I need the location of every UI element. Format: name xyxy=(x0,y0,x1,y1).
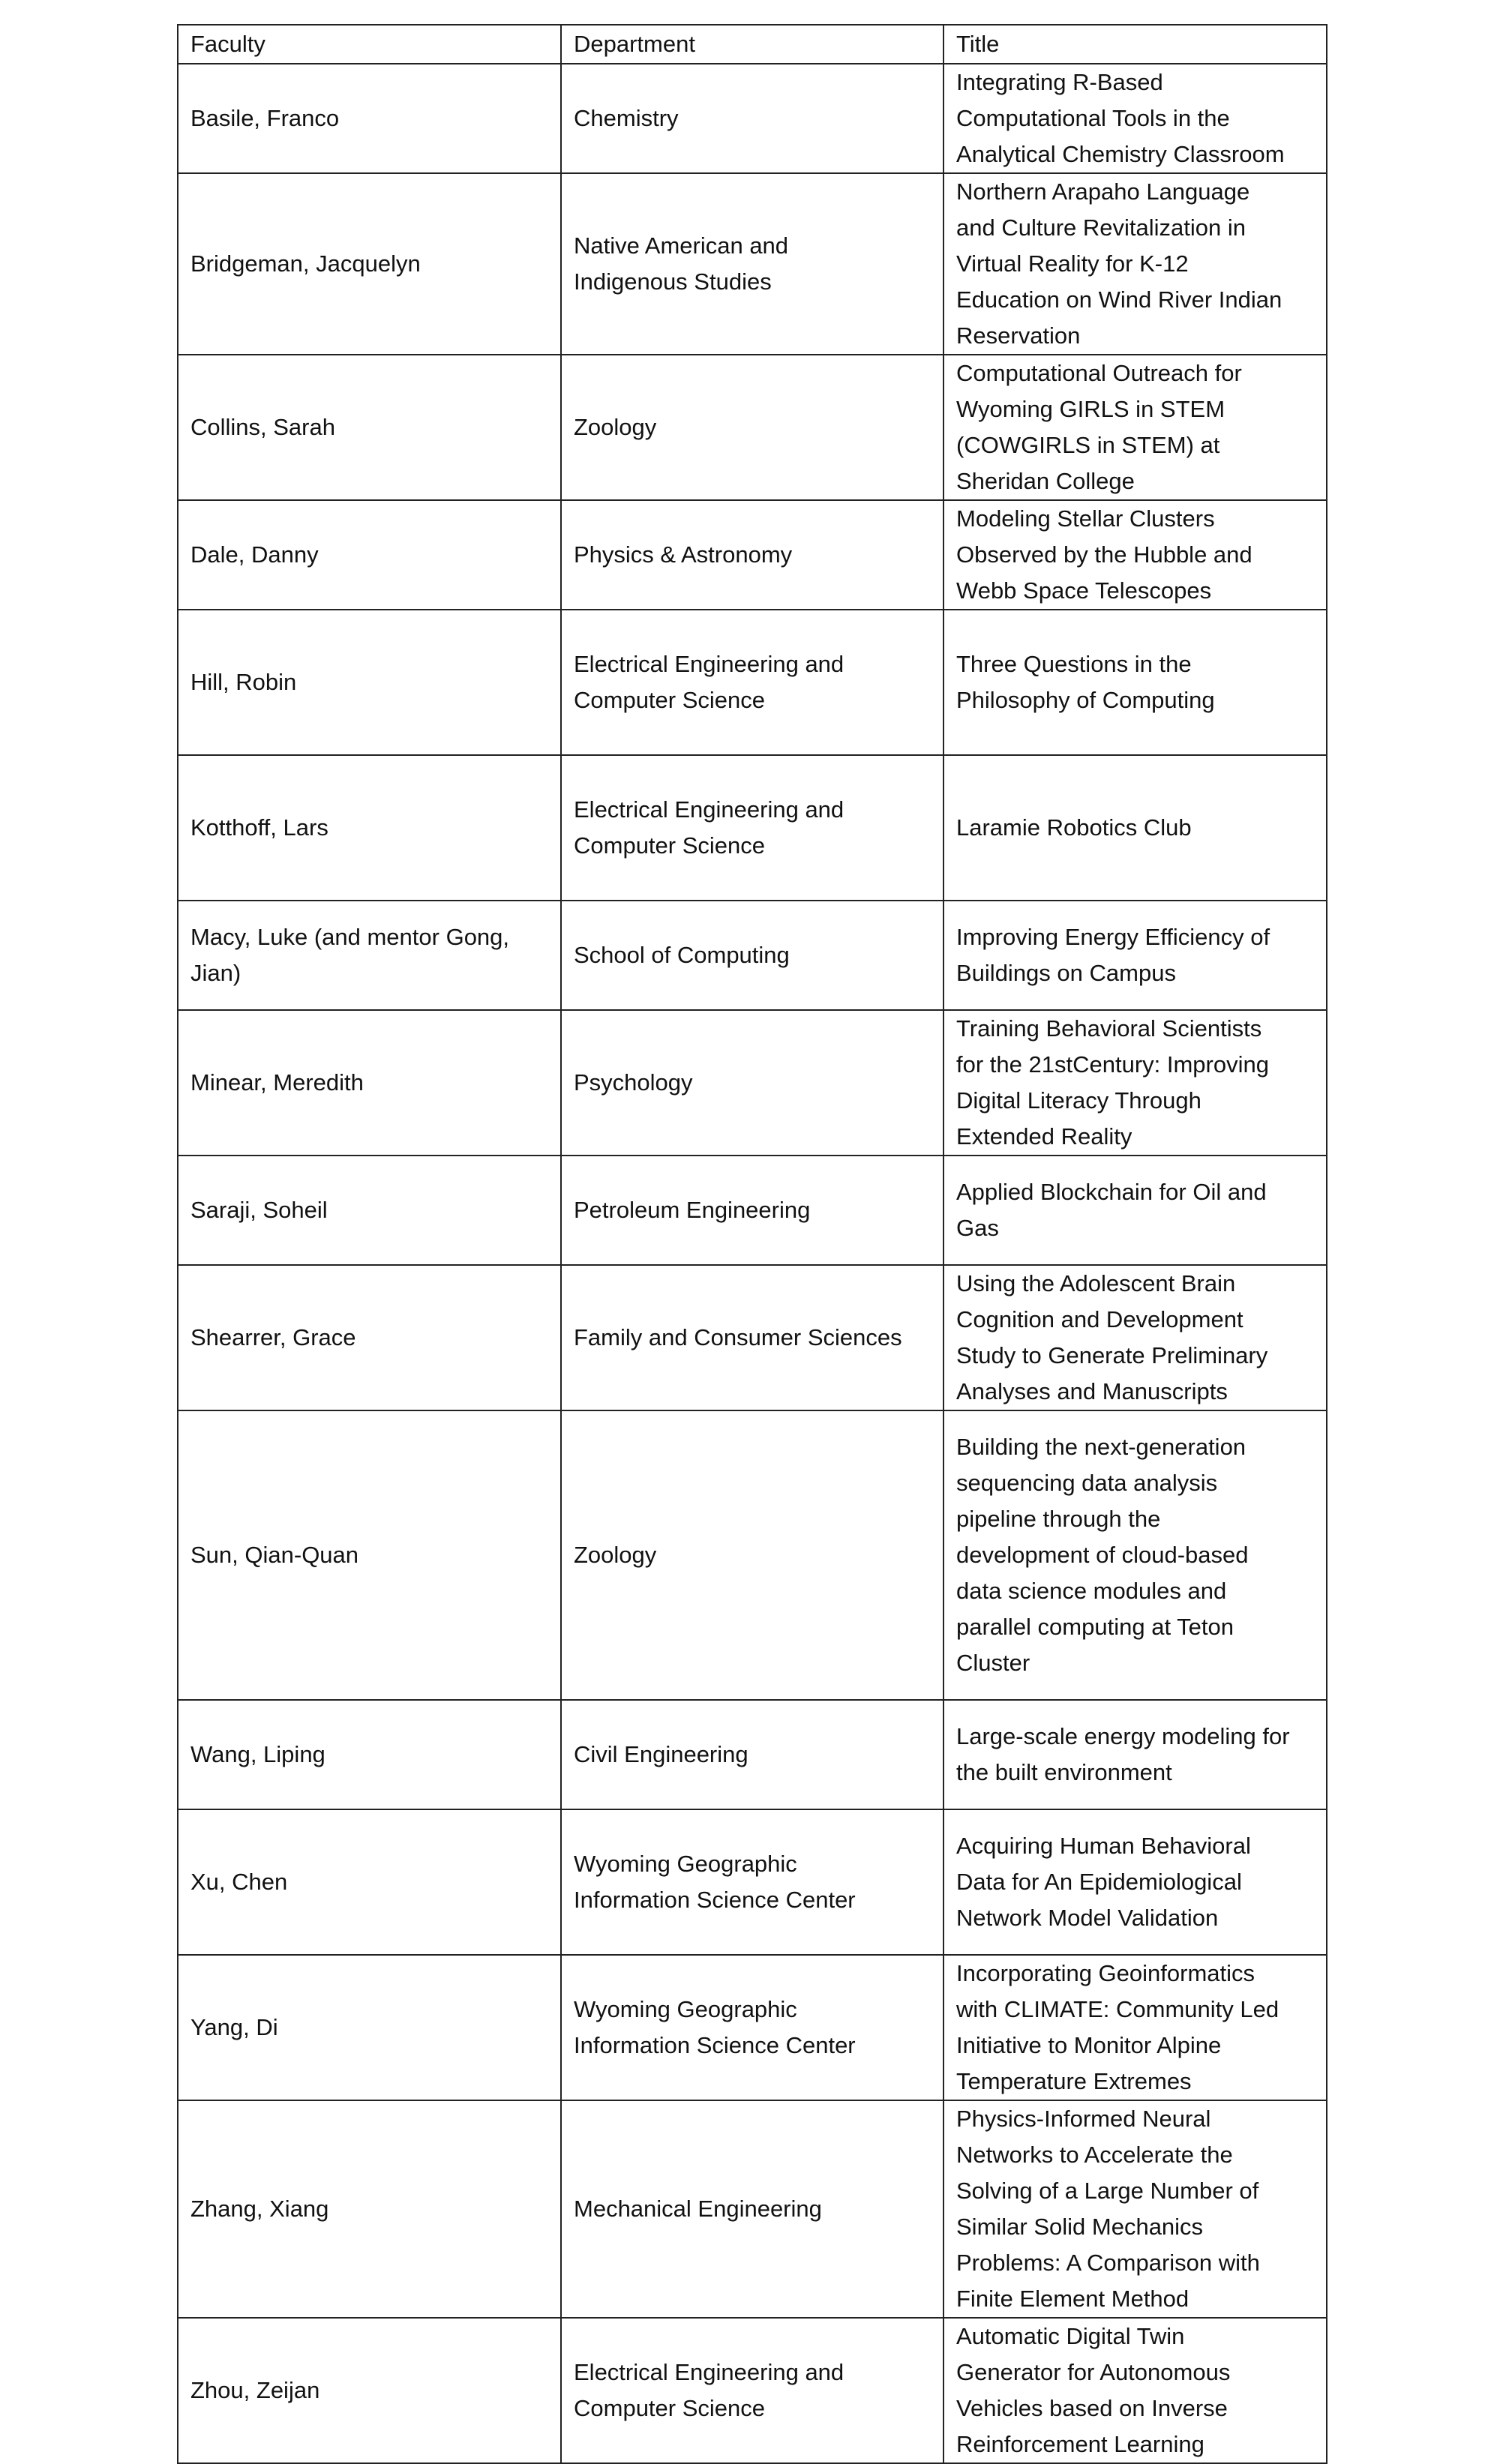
table-row xyxy=(178,1010,1327,1156)
department-cell: School of Computing xyxy=(561,901,944,1010)
table-row xyxy=(178,610,1327,755)
table-header-row xyxy=(178,25,1327,64)
table-row xyxy=(178,1700,1327,1809)
table-row xyxy=(178,755,1327,901)
title-cell: Acquiring Human Behavioral Data for An Epidemiological Network Model Validation xyxy=(944,1809,1327,1955)
title-cell: Automatic Digital Twin Generator for Autonomous Vehicles based on Inverse Reinforcement Learning xyxy=(944,2318,1327,2463)
department-cell: Zoology xyxy=(561,1410,944,1700)
title-cell: Incorporating Geoinformatics with CLIMATE: Community Led Initiative to Monitor Alpine Temperature Extremes xyxy=(944,1955,1327,2100)
faculty-cell: Bridgeman, Jacquelyn xyxy=(178,173,561,355)
table-row xyxy=(178,1955,1327,2100)
table-row xyxy=(178,173,1327,355)
table-row xyxy=(178,1156,1327,1265)
department-cell: Electrical Engineering and Computer Science xyxy=(561,2318,944,2463)
title-cell: Integrating R-Based Computational Tools in the Analytical Chemistry Classroom xyxy=(944,64,1327,173)
title-cell: Modeling Stellar Clusters Observed by the Hubble and Webb Space Telescopes xyxy=(944,500,1327,610)
faculty-cell: Shearrer, Grace xyxy=(178,1265,561,1410)
table-row xyxy=(178,1410,1327,1700)
department-cell: Electrical Engineering and Computer Science xyxy=(561,755,944,901)
title-cell: Large-scale energy modeling for the built environment xyxy=(944,1700,1327,1809)
department-cell: Wyoming Geographic Information Science Center xyxy=(561,1955,944,2100)
faculty-cell: Basile, Franco xyxy=(178,64,561,173)
title-cell: Building the next-generation sequencing data analysis pipeline through the development of cloud-based data science modules and parallel computing at Teton Cluster xyxy=(944,1410,1327,1700)
title-cell: Laramie Robotics Club xyxy=(944,755,1327,901)
table-row xyxy=(178,64,1327,173)
department-cell: Electrical Engineering and Computer Science xyxy=(561,610,944,755)
department-cell: Zoology xyxy=(561,355,944,500)
faculty-cell: Saraji, Soheil xyxy=(178,1156,561,1265)
faculty-cell: Hill, Robin xyxy=(178,610,561,755)
column-header-faculty: Faculty xyxy=(178,25,561,64)
title-cell: Improving Energy Efficiency of Buildings on Campus xyxy=(944,901,1327,1010)
faculty-cell: Dale, Danny xyxy=(178,500,561,610)
title-cell: Three Questions in the Philosophy of Computing xyxy=(944,610,1327,755)
department-cell: Mechanical Engineering xyxy=(561,2100,944,2318)
faculty-cell: Collins, Sarah xyxy=(178,355,561,500)
department-cell: Civil Engineering xyxy=(561,1700,944,1809)
table-row xyxy=(178,2318,1327,2463)
title-cell: Applied Blockchain for Oil and Gas xyxy=(944,1156,1327,1265)
department-cell: Native American and Indigenous Studies xyxy=(561,173,944,355)
table-row xyxy=(178,500,1327,610)
faculty-cell: Zhang, Xiang xyxy=(178,2100,561,2318)
title-cell: Training Behavioral Scientists for the 21stCentury: Improving Digital Literacy Through Extended Reality xyxy=(944,1010,1327,1156)
faculty-cell: Wang, Liping xyxy=(178,1700,561,1809)
faculty-cell: Yang, Di xyxy=(178,1955,561,2100)
faculty-cell: Kotthoff, Lars xyxy=(178,755,561,901)
title-cell: Northern Arapaho Language and Culture Revitalization in Virtual Reality for K-12 Education on Wind River Indian Reservation xyxy=(944,173,1327,355)
table-row xyxy=(178,355,1327,500)
table-row xyxy=(178,1265,1327,1410)
department-cell: Petroleum Engineering xyxy=(561,1156,944,1265)
department-cell: Psychology xyxy=(561,1010,944,1156)
table-row xyxy=(178,901,1327,1010)
faculty-cell: Zhou, Zeijan xyxy=(178,2318,561,2463)
department-cell: Family and Consumer Sciences xyxy=(561,1265,944,1410)
department-cell: Wyoming Geographic Information Science Center xyxy=(561,1809,944,1955)
title-cell: Computational Outreach for Wyoming GIRLS in STEM (COWGIRLS in STEM) at Sheridan College xyxy=(944,355,1327,500)
faculty-cell: Xu, Chen xyxy=(178,1809,561,1955)
department-cell: Physics & Astronomy xyxy=(561,500,944,610)
table-row xyxy=(178,2100,1327,2318)
table-row xyxy=(178,1809,1327,1955)
title-cell: Using the Adolescent Brain Cognition and Development Study to Generate Preliminary Analyses and Manuscripts xyxy=(944,1265,1327,1410)
faculty-cell: Macy, Luke (and mentor Gong, Jian) xyxy=(178,901,561,1010)
faculty-cell: Sun, Qian-Quan xyxy=(178,1410,561,1700)
column-header-title: Title xyxy=(944,25,1327,64)
faculty-projects-table xyxy=(177,24,1328,2464)
column-header-department: Department xyxy=(561,25,944,64)
department-cell: Chemistry xyxy=(561,64,944,173)
title-cell: Physics-Informed Neural Networks to Accelerate the Solving of a Large Number of Similar Solid Mechanics Problems: A Comparison with Finite Element Method xyxy=(944,2100,1327,2318)
faculty-cell: Minear, Meredith xyxy=(178,1010,561,1156)
